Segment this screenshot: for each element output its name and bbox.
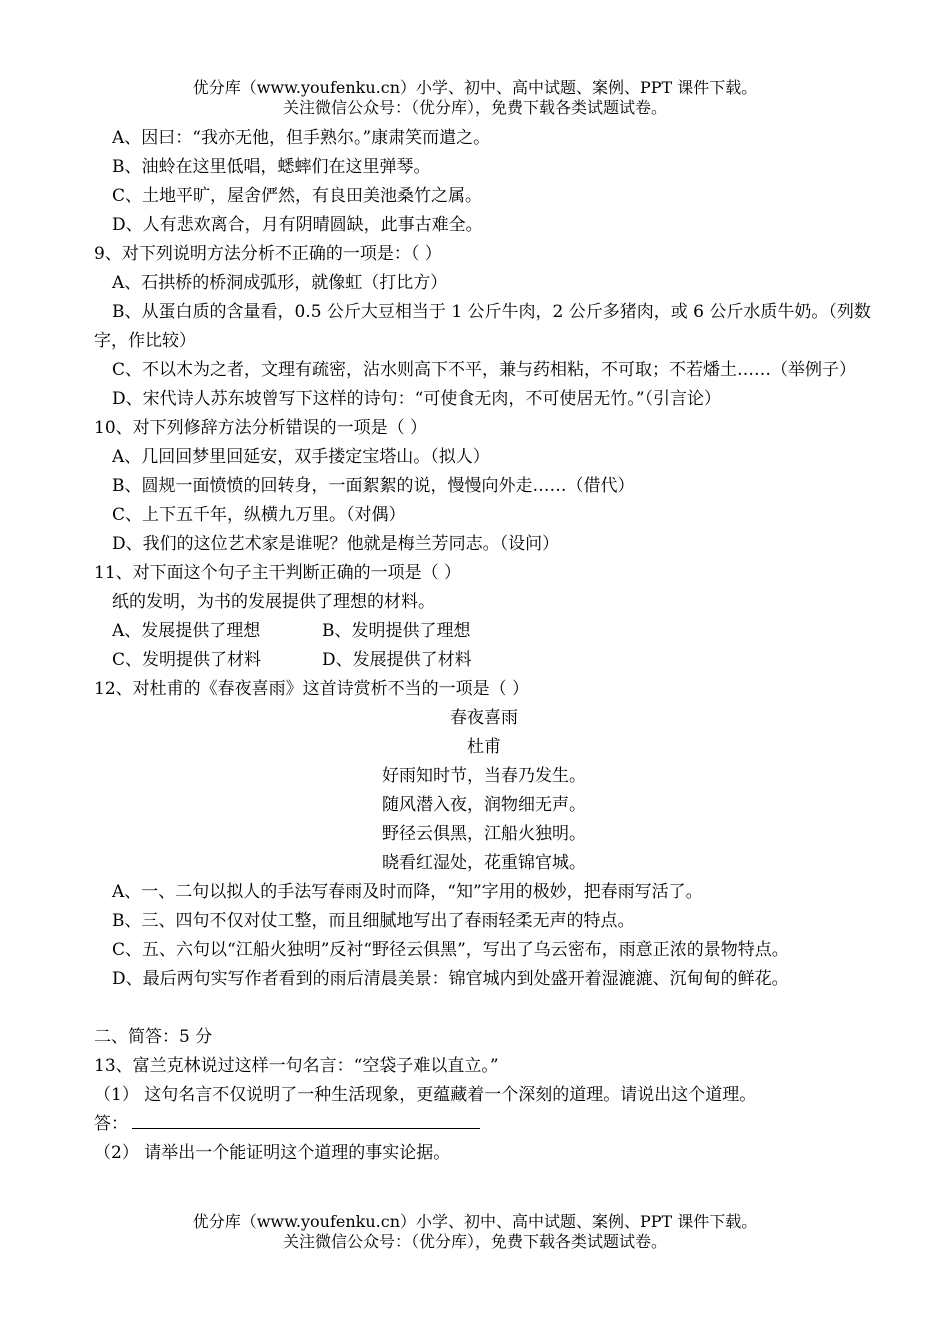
q11-sentence: 纸的发明，为书的发展提供了理想的材料。 [112, 592, 435, 612]
q9-stem: 9、对下列说明方法分析不正确的一项是：（ ） [94, 244, 442, 264]
q10-stem: 10、对下列修辞方法分析错误的一项是（ ） [94, 418, 428, 438]
q10-option-b: B、圆规一面愤愤的回转身，一面絮絮的说，慢慢向外走……（借代） [112, 476, 635, 496]
q11-option-b: B、发明提供了理想 [322, 621, 471, 641]
q12-option-d: D、最后两句实写作者看到的雨后清晨美景：锦官城内到处盛开着湿漉漉、沉甸甸的鲜花。 [112, 969, 789, 989]
q12-stem: 12、对杜甫的《春夜喜雨》这首诗赏析不当的一项是（ ） [94, 679, 530, 699]
poem-line: 好雨知时节，当春乃发生。 [382, 766, 586, 786]
q10-option-d: D、我们的这位艺术家是谁呢？他就是梅兰芳同志。（设问） [112, 534, 560, 554]
q10-option-c: C、上下五千年，纵横九万里。（对偶） [112, 505, 406, 525]
q11-stem: 11、对下面这个句子主干判断正确的一项是（ ） [94, 563, 462, 583]
exam-content [94, 124, 874, 1168]
footer-line-1: 优分库（www.youfenku.cn）小学、初中、高中试题、案例、PPT 课件下载。 [192, 1212, 758, 1231]
q12-option-b: B、三、四句不仅对仗工整，而且细腻地写出了春雨轻柔无声的特点。 [112, 911, 635, 931]
q11-option-c: C、发明提供了材料 [112, 650, 262, 670]
q8-option-a: A、因曰：“我亦无他，但手熟尔。”康肃笑而遣之。 [112, 128, 491, 148]
page-header [0, 78, 950, 118]
poem-line: 随风潜入夜，润物细无声。 [382, 795, 586, 815]
poem-title: 春夜喜雨 [450, 708, 518, 728]
q9-option-a: A、石拱桥的桥洞成弧形，就像虹（打比方） [112, 273, 448, 293]
answer-label: 答： [94, 1114, 128, 1134]
q13-stem: 13、富兰克林说过这样一句名言：“空袋子难以直立。” [94, 1056, 499, 1076]
poem-author: 杜甫 [467, 737, 501, 757]
q13-answer-row [94, 1110, 874, 1139]
header-line-2: 关注微信公众号：（优分库），免费下载各类试题试卷。 [282, 98, 667, 117]
q13-part-2: （2） 请举出一个能证明这个道理的事实论据。 [94, 1143, 451, 1163]
footer-line-2: 关注微信公众号：（优分库），免费下载各类试题试卷。 [282, 1232, 667, 1251]
q13-part-1: （1） 这句名言不仅说明了一种生活现象，更蕴藏着一个深刻的道理。请说出这个道理。 [94, 1085, 757, 1105]
q11-option-a: A、发展提供了理想 [112, 621, 261, 641]
q11-options-row-2 [94, 646, 874, 675]
section-2-heading: 二、简答：5 分 [94, 1027, 213, 1047]
q9-option-d: D、宋代诗人苏东坡曾写下这样的诗句：“可使食无肉，不可使居无竹。”（引言论） [112, 389, 722, 409]
q9-option-b: B、从蛋白质的含量看，0.5 公斤大豆相当于 1 公斤牛肉，2 公斤多猪肉，或 6 公斤水质牛奶。（列数字，作比较） [94, 302, 871, 351]
section-gap [94, 994, 874, 1023]
answer-blank-line[interactable] [132, 1110, 480, 1129]
q8-option-d: D、人有悲欢离合，月有阴晴圆缺，此事古难全。 [112, 215, 483, 235]
poem-line: 野径云俱黑，江船火独明。 [382, 824, 586, 844]
q11-options-row-1 [94, 617, 874, 646]
q12-option-c: C、五、六句以“江船火独明”反衬“野径云俱黑”，写出了乌云密布，雨意正浓的景物特点。 [112, 940, 789, 960]
q8-option-b: B、油蛉在这里低唱，蟋蟀们在这里弹琴。 [112, 157, 431, 177]
header-line-1: 优分库（www.youfenku.cn）小学、初中、高中试题、案例、PPT 课件下载。 [192, 78, 758, 97]
q9-option-c: C、不以木为之者，文理有疏密，沾水则高下不平，兼与药相粘，不可取；不若燔土……（举例子） [112, 360, 857, 380]
q11-option-d: D、发展提供了材料 [322, 650, 472, 670]
q8-option-c: C、土地平旷，屋舍俨然，有良田美池桑竹之属。 [112, 186, 483, 206]
page-footer [0, 1212, 950, 1252]
q10-option-a: A、几回回梦里回延安，双手搂定宝塔山。（拟人） [112, 447, 490, 467]
q12-option-a: A、一、二句以拟人的手法写春雨及时而降，“知”字用的极妙，把春雨写活了。 [112, 882, 703, 902]
poem-line: 晓看红湿处，花重锦官城。 [382, 853, 586, 873]
